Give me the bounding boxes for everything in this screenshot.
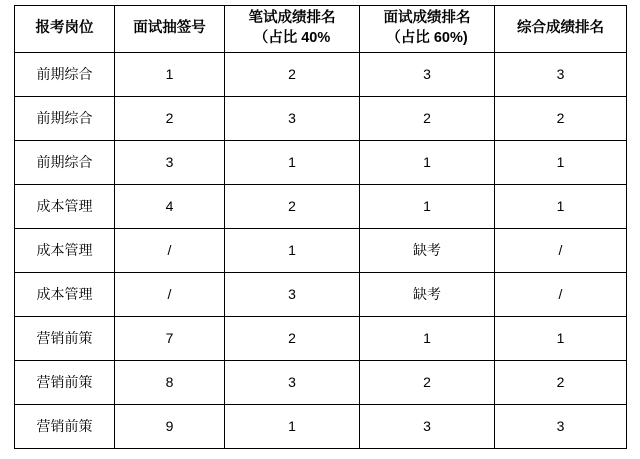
cell-total-rank: 2 [495, 361, 627, 405]
cell-draw-number: 4 [115, 185, 225, 229]
cell-draw-number: 9 [115, 405, 225, 449]
cell-interview-rank: 3 [360, 53, 495, 97]
column-header-total-rank [495, 6, 627, 53]
cell-written-rank: 3 [225, 273, 360, 317]
cell-position: 营销前策 [15, 405, 115, 449]
cell-total-rank: 3 [495, 405, 627, 449]
cell-draw-number: 8 [115, 361, 225, 405]
cell-written-rank: 2 [225, 53, 360, 97]
table-row [15, 405, 627, 449]
cell-draw-number: / [115, 229, 225, 273]
table-row [15, 97, 627, 141]
table-row [15, 317, 627, 361]
column-header-written-rank [225, 6, 360, 53]
cell-interview-rank: 缺考 [360, 273, 495, 317]
column-header-position-line1: 报考岗位 [35, 20, 94, 37]
cell-draw-number: 1 [115, 53, 225, 97]
cell-position: 成本管理 [15, 273, 115, 317]
cell-total-rank: / [495, 273, 627, 317]
column-header-position [15, 6, 115, 53]
table-row [15, 361, 627, 405]
cell-position: 前期综合 [15, 141, 115, 185]
column-header-total-rank-line1: 综合成绩排名 [517, 20, 604, 37]
column-header-draw-number [115, 6, 225, 53]
cell-position: 成本管理 [15, 229, 115, 273]
cell-draw-number: 2 [115, 97, 225, 141]
table-row [15, 141, 627, 185]
table-header [15, 6, 627, 53]
cell-written-rank: 3 [225, 97, 360, 141]
cell-interview-rank: 2 [360, 97, 495, 141]
table-header-row [15, 6, 627, 53]
cell-interview-rank: 缺考 [360, 229, 495, 273]
cell-written-rank: 3 [225, 361, 360, 405]
cell-interview-rank: 1 [360, 141, 495, 185]
cell-position: 前期综合 [15, 53, 115, 97]
cell-interview-rank: 2 [360, 361, 495, 405]
cell-total-rank: 1 [495, 317, 627, 361]
cell-written-rank: 1 [225, 141, 360, 185]
interview-results-table [14, 5, 627, 449]
cell-position: 营销前策 [15, 361, 115, 405]
cell-total-rank: 1 [495, 141, 627, 185]
cell-written-rank: 1 [225, 229, 360, 273]
cell-position: 前期综合 [15, 97, 115, 141]
table-body [15, 53, 627, 449]
cell-interview-rank: 1 [360, 317, 495, 361]
cell-total-rank: 1 [495, 185, 627, 229]
column-header-interview-rank [360, 6, 495, 53]
cell-total-rank: 3 [495, 53, 627, 97]
table-row [15, 229, 627, 273]
cell-total-rank: 2 [495, 97, 627, 141]
cell-written-rank: 2 [225, 185, 360, 229]
column-header-interview-rank-line2: （占比 60%) [386, 30, 468, 46]
cell-interview-rank: 1 [360, 185, 495, 229]
cell-draw-number: 7 [115, 317, 225, 361]
cell-position: 成本管理 [15, 185, 115, 229]
column-header-written-rank-line2: （占比 40% [253, 30, 331, 46]
cell-written-rank: 2 [225, 317, 360, 361]
cell-draw-number: 3 [115, 141, 225, 185]
cell-interview-rank: 3 [360, 405, 495, 449]
cell-draw-number: / [115, 273, 225, 317]
column-header-draw-number-line1: 面试抽签号 [133, 20, 206, 37]
column-header-written-rank-line1: 笔试成绩排名 [248, 10, 336, 27]
cell-position: 营销前策 [15, 317, 115, 361]
table-row [15, 273, 627, 317]
cell-written-rank: 1 [225, 405, 360, 449]
cell-total-rank: / [495, 229, 627, 273]
table-row [15, 185, 627, 229]
column-header-interview-rank-line1: 面试成绩排名 [383, 10, 471, 27]
table-row [15, 53, 627, 97]
